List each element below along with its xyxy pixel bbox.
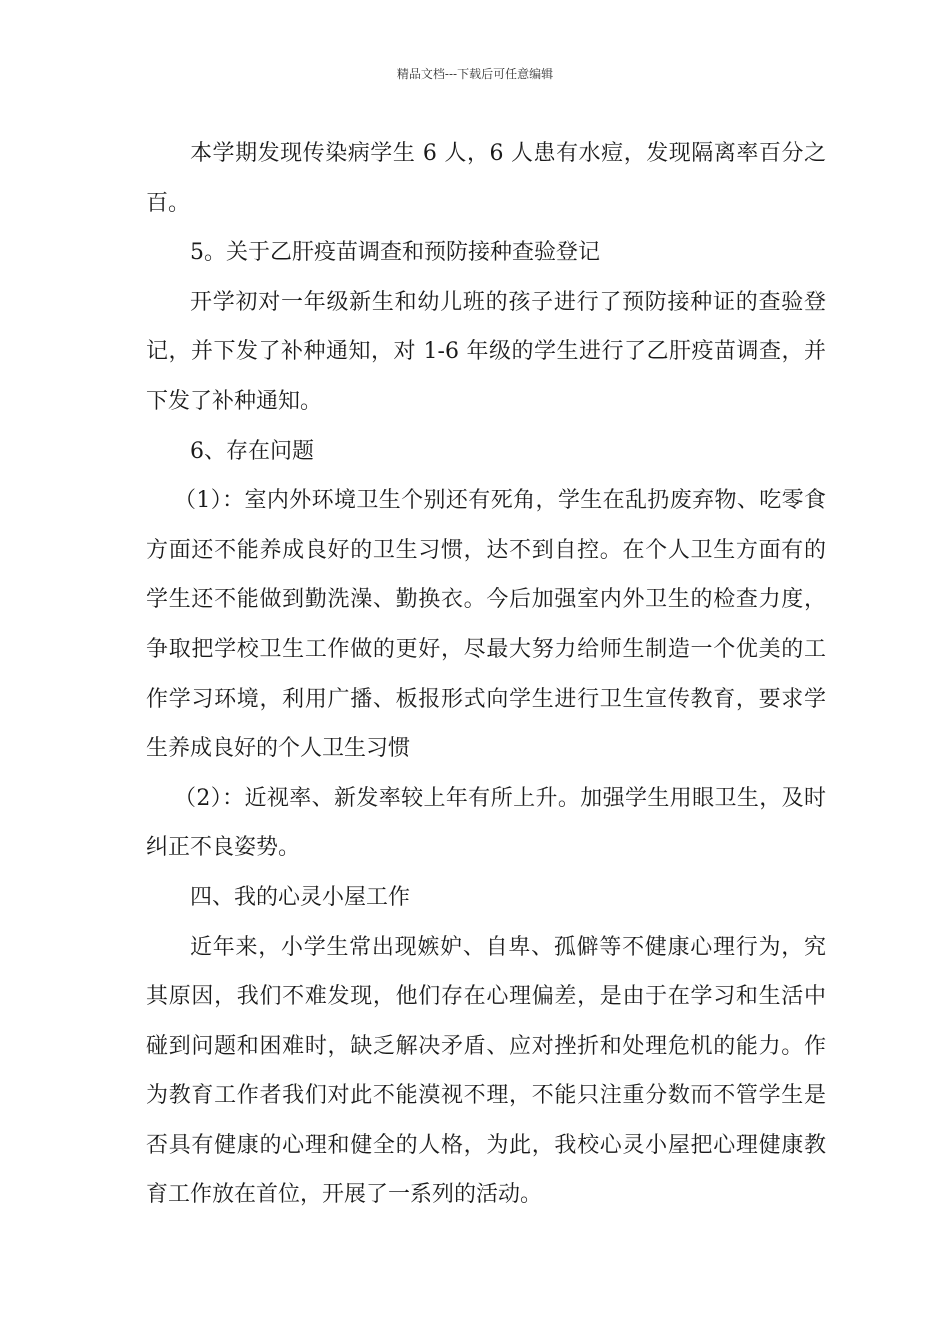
paragraph-problem-1: （1）：室内外环境卫生个别还有死角，学生在乱扔废弃物、吃零食方面还不能养成良好的卫生习惯，达不到自控。在个人卫生方面有的学生还不能做到勤洗澡、勤换衣。今后加强室内外卫生的检查力度，争取把学校卫生工作做的更好，尽最大努力给师生制造一个优美的工作学习环境，利用广播、板报形式向学生进行卫生宣传教育，要求学生养成良好的个人卫生习惯 xyxy=(146,488,826,762)
page-header: 精品文档---下载后可任意编辑 xyxy=(396,67,554,81)
paragraph-vaccination-check: 开学初对一年级新生和幼儿班的孩子进行了预防接种证的查验登记，并下发了补种通知，对 1-6 年级的学生进行了乙肝疫苗调查，并下发了补种通知。 xyxy=(146,289,826,414)
heading-hepatitis-vaccine: 5。关于乙肝疫苗调查和预防接种查验登记 xyxy=(190,240,600,266)
paragraph-infectious-disease: 本学期发现传染病学生 6 人，6 人患有水痘，发现隔离率百分之百。 xyxy=(146,141,826,216)
heading-mind-cabin: 四、我的心灵小屋工作 xyxy=(190,884,411,910)
paragraph-problem-2: （2）：近视率、新发率较上年有所上升。加强学生用眼卫生，及时纠正不良姿势。 xyxy=(146,785,826,861)
paragraph-mental-health: 近年来，小学生常出现嫉妒、自卑、孤僻等不健康心理行为，究其原因，我们不难发现，他们存在心理偏差，是由于在学习和生活中碰到问题和困难时，缺乏解决矛盾、应对挫折和处理危机的能力。作为教育工作者我们对此不能漠视不理，不能只注重分数而不管学生是否具有健康的心理和健全的人格，为此，我校心灵小屋把心理健康教育工作放在首位，开展了一系列的活动。 xyxy=(146,934,826,1208)
heading-existing-problems: 6、存在问题 xyxy=(190,438,314,464)
document-body xyxy=(146,129,826,1220)
